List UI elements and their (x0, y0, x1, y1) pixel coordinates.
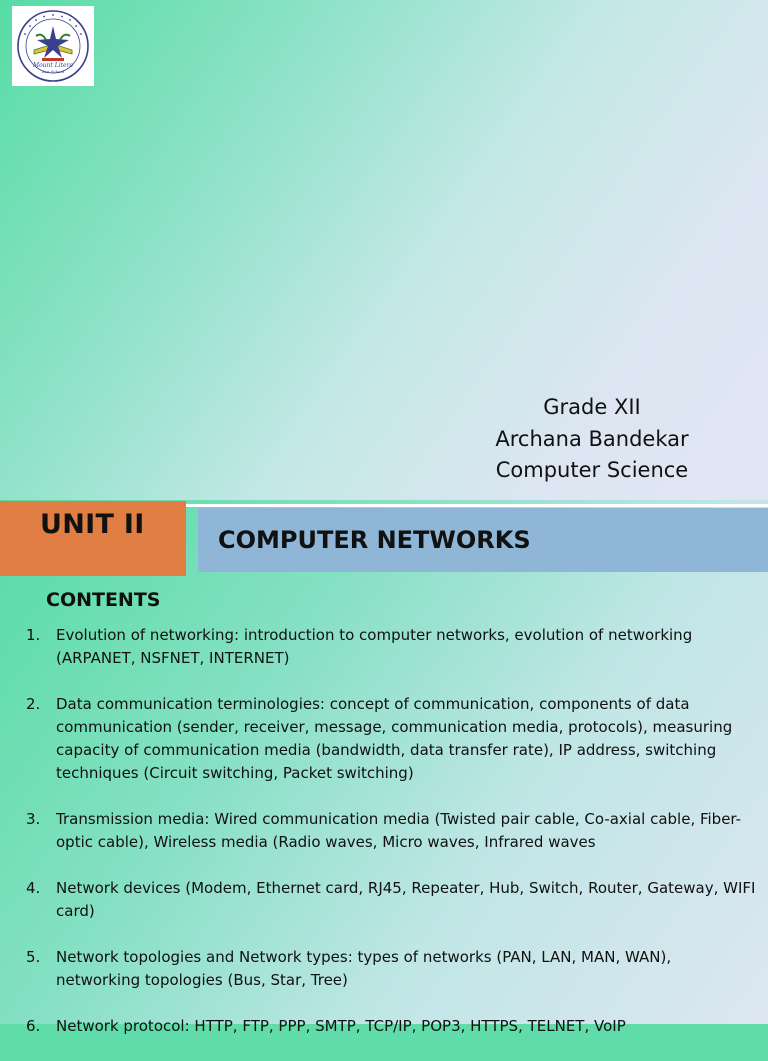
contents-heading: CONTENTS (46, 589, 161, 611)
grade-label: Grade XII (543, 395, 641, 419)
unit-title: UNIT II (40, 509, 145, 540)
list-item-text: Evolution of networking: introduction to computer networks, evolution of networking (ARPANET, NSFNET, INTERNET) (56, 626, 693, 667)
list-item-number: 5. (26, 948, 41, 966)
list-item-number: 6. (26, 1017, 41, 1035)
list-item-number: 2. (26, 695, 41, 713)
list-item-text: Transmission media: Wired communication media (Twisted pair cable, Co-axial cable, Fiber-optic cable), Wireless media (Radio waves, Micro waves, Infrared waves (56, 810, 742, 851)
unit-banner (0, 501, 186, 576)
header-divider (186, 504, 768, 507)
topic-title: COMPUTER NETWORKS (218, 526, 531, 554)
topic-banner (198, 508, 768, 572)
school-logo (12, 6, 94, 86)
list-item-text: Network topologies and Network types: types of networks (PAN, LAN, MAN, WAN), networking topologies (Bus, Star, Tree) (56, 948, 672, 989)
school-logo-emblem (12, 6, 94, 86)
list-item (26, 693, 756, 785)
list-item-text: Data communication terminologies: concept of communication, components of data communication (sender, receiver, message, communication media, protocols), measuring capacity of communication media (bandwidth, data transfer rate), IP address, switching techniques (Circuit switching, Packet switching) (56, 695, 733, 782)
list-item-text: Network protocol: HTTP, FTP, PPP, SMTP, TCP/IP, POP3, HTTPS, TELNET, VoIP (56, 1017, 626, 1035)
list-item-number: 4. (26, 879, 41, 897)
subject-label: Computer Science (495, 458, 689, 482)
author-block (440, 392, 744, 487)
list-item (26, 624, 756, 670)
logo-school-name: Mount Litera (32, 62, 74, 69)
author-name: Archana Bandekar (495, 426, 689, 451)
title-slide (0, 0, 768, 500)
list-item-number: 3. (26, 810, 41, 828)
list-item (26, 1015, 756, 1038)
contents-slide (0, 500, 768, 1035)
list-item (26, 808, 756, 854)
list-item (26, 946, 756, 992)
list-item-text: Network devices (Modem, Ethernet card, RJ45, Repeater, Hub, Switch, Router, Gateway, WIFI card) (56, 879, 756, 920)
contents-list (26, 624, 756, 1061)
list-item-number: 1. (26, 626, 41, 644)
list-item (26, 877, 756, 923)
logo-school-sub: Zee School (41, 69, 65, 74)
